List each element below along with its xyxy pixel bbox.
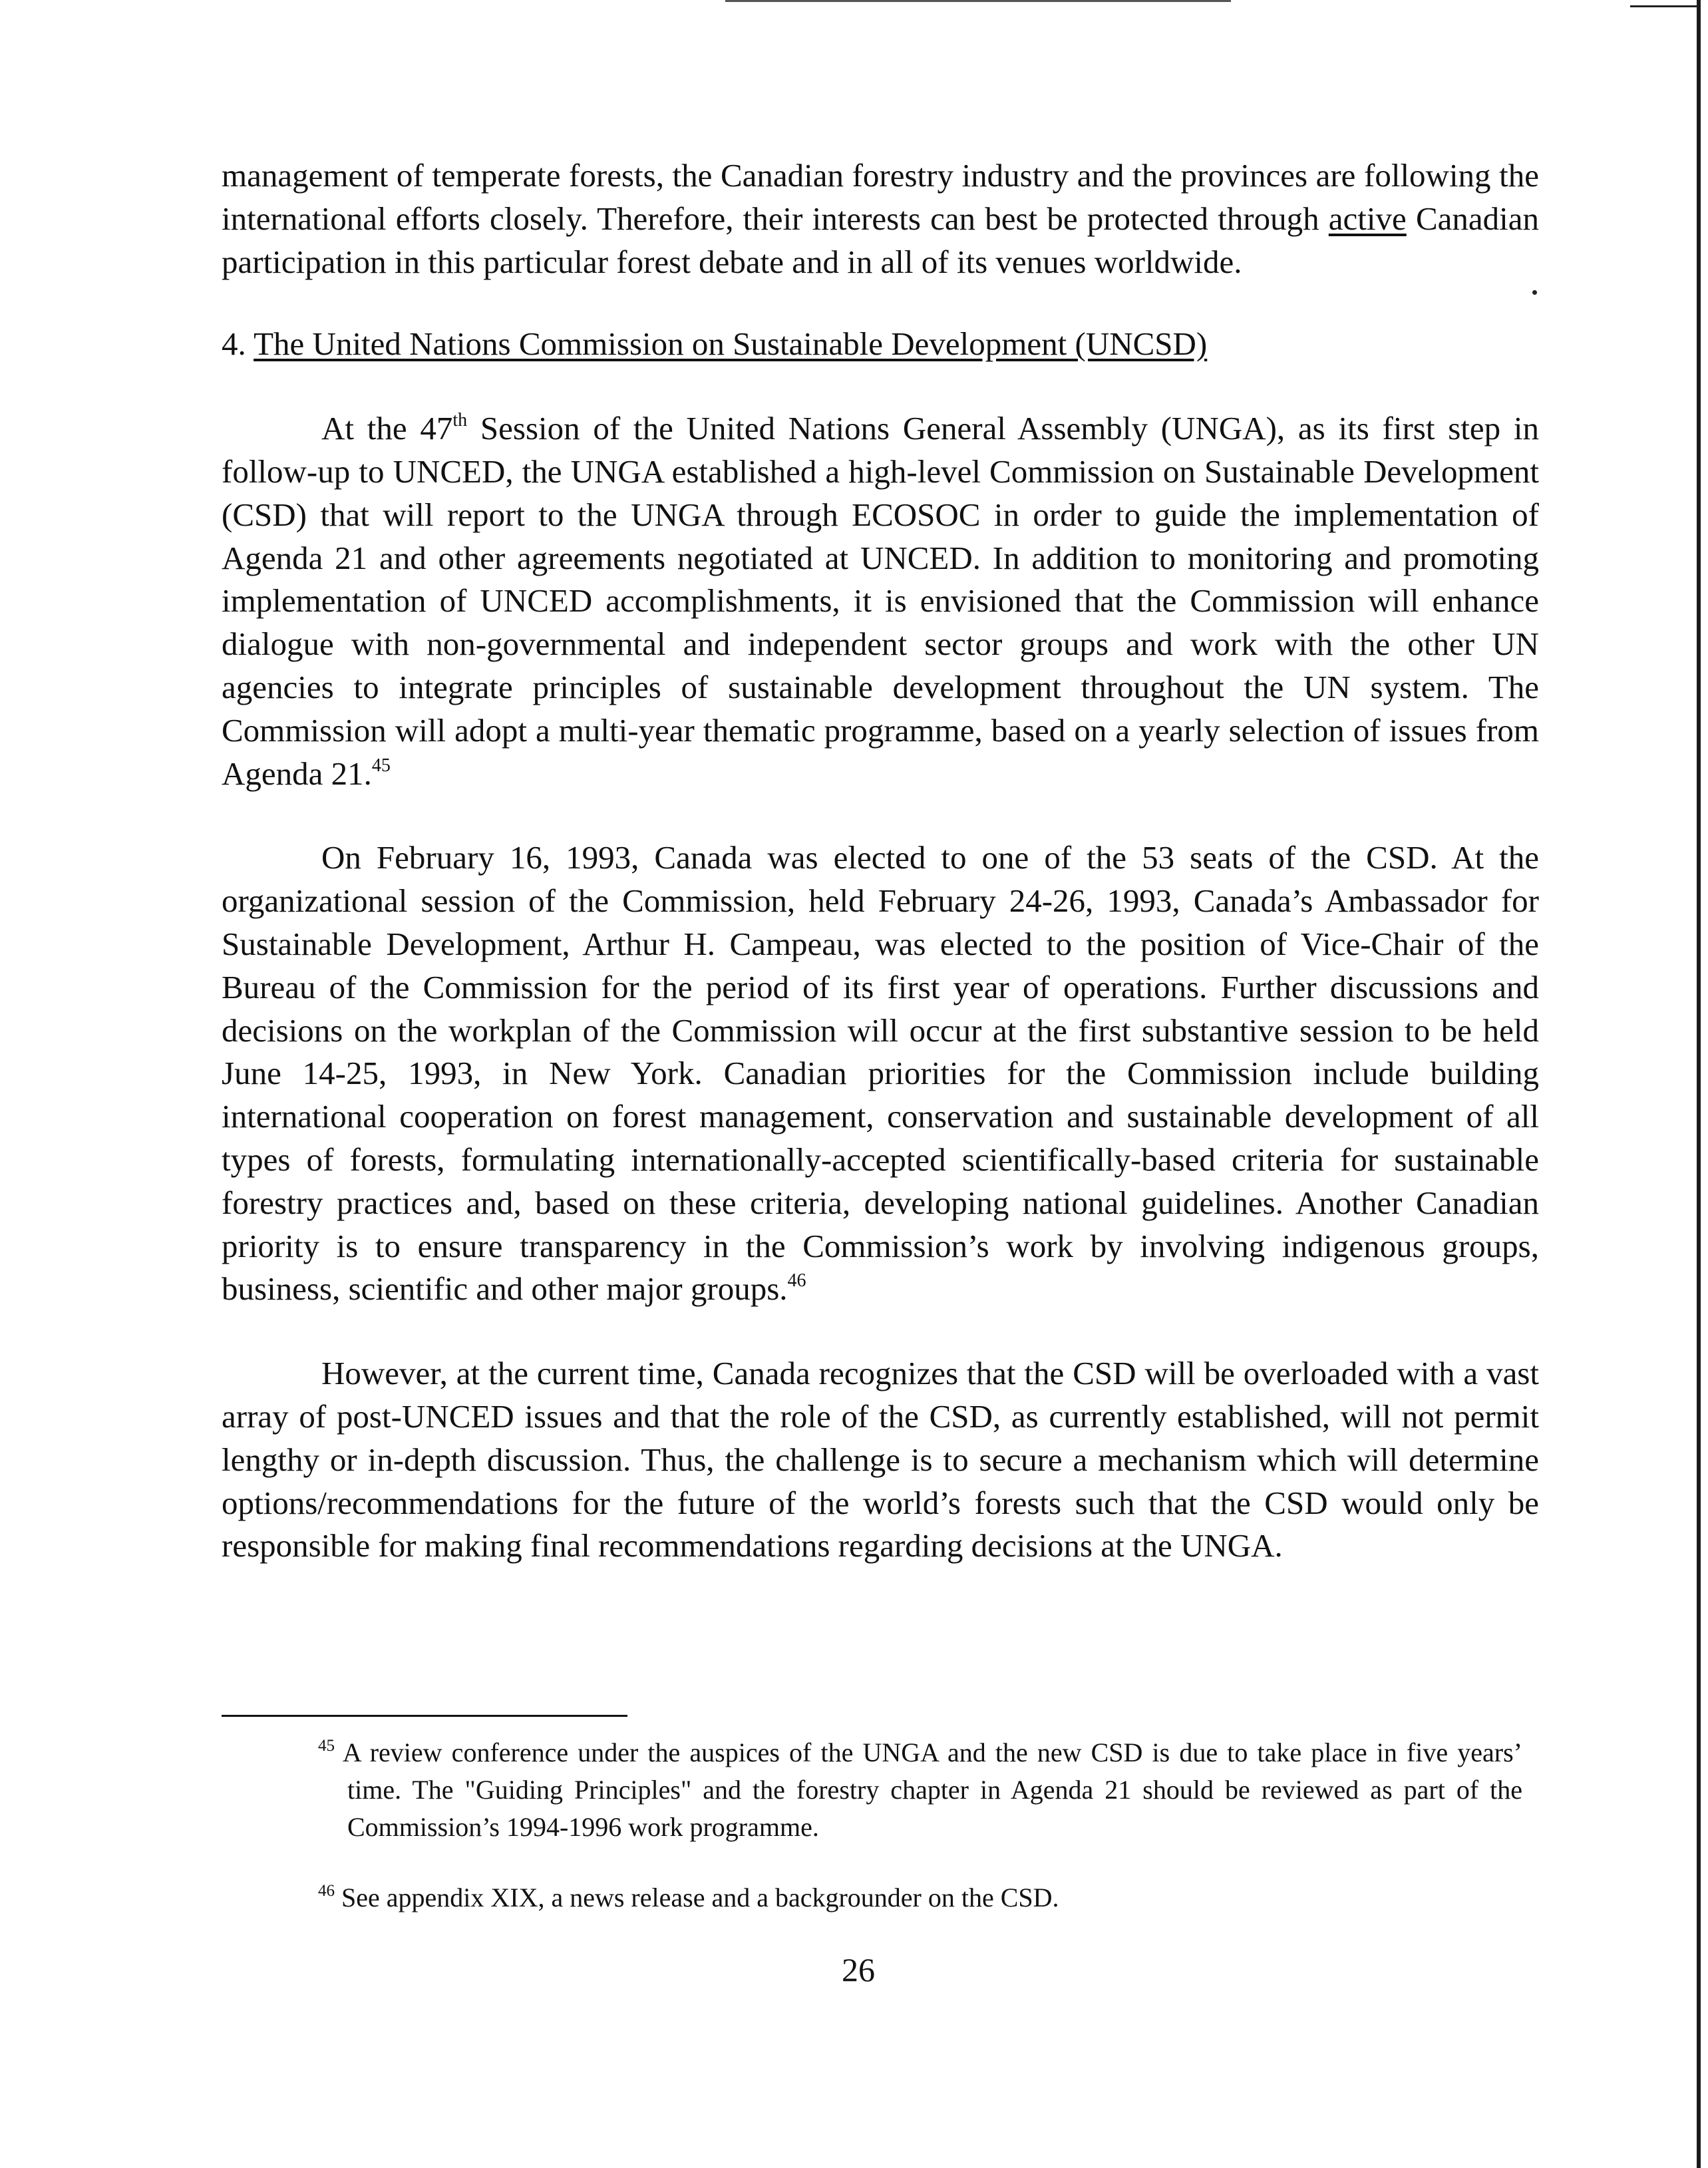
p3-body: However, at the current time, Canada recognizes that the CSD will be overloaded with a vast array of post-UNCED issues and that the role of the CSD, as currently established, will not permit lengthy or in-depth discussion. Thus, the challenge is to secure a mechanism which will determine options/recommendations for the future of the world’s forests such that the CSD would only be responsible for making final recommendations regarding decisions at the UNGA. [222,1355,1539,1564]
document-body [222,154,1539,1568]
p1-start: At the 47 [321,410,453,447]
page-number: 26 [842,1951,875,1988]
scan-speck [1532,290,1537,295]
top-edge-rule [725,0,1231,2]
footnotes [318,1734,1522,1916]
p1-body: Session of the United Nations General Assembly (UNGA), as its first step in follow-up to UNCED, the UNGA established a high-level Commission on Sustainable Development (CSD) that will report to the UNGA through ECOSOC in order to guide the implementation of Agenda 21 and other agreements negotiated at UNCED. In addition to monitoring and promoting implementation of UNCED accomplishments, it is envisioned that the Commission will enhance dialogue with non-governmental and independent sector groups and work with the other UN agencies to integrate principles of sustainable development throughout the UN system. The Commission will adopt a multi-year thematic programme, based on a yearly selection of issues from Agenda 21. [222,410,1539,792]
right-edge-cap [1630,5,1697,7]
footnote-divider [222,1715,627,1717]
p2-body: On February 16, 1993, Canada was elected to one of the 53 seats of the CSD. At the organizational session of the Commission, held February 24-26, 1993, Canada’s Ambassador for Sustainable Development, Arthur H. Campeau, was elected to the position of Vice-Chair of the Bureau of the Commission for the period of its first year of operations. Further discussions and decisions on the workplan of the Commission will occur at the first substantive session to be held June 14-25, 1993, in New York. Canadian priorities for the Commission include building international cooperation on forest management, conservation and sustainable development of all types of forests, formulating internationally-accepted scientifically-based criteria for sustainable forestry practices and, based on these criteria, developing national guidelines. Another Canadian priority is to ensure transparency in the Commission’s work by involving indigenous groups, business, scientific and other major groups. [222,839,1539,1308]
right-page-edge [1697,0,1701,2168]
footnote-ref-45: 45 [371,755,391,776]
intro-paragraph [222,154,1539,283]
footnote-number: 45 [318,1737,335,1755]
footnote-45 [318,1734,1522,1846]
section-number: 4. [222,325,246,363]
paragraph-2 [222,836,1539,1311]
section-heading [222,323,1539,366]
p1-ordinal: th [452,410,468,431]
footnote-text: A review conference under the auspices of the UNGA and the new CSD is due to take place in five years’ time. The "Guiding Principles" and the forestry chapter in Agenda 21 should be reviewed as part of the Commission’s 1994-1996 work programme. [342,1737,1522,1842]
intro-underlined-word: active [1328,200,1407,237]
footnote-ref-46: 46 [787,1270,806,1292]
footnote-number: 46 [318,1882,335,1900]
footnote-46 [318,1879,1522,1916]
paragraph-1 [222,407,1539,795]
section-title: The United Nations Commission on Sustainable Development (UNCSD) [254,325,1208,363]
intro-text: management of temperate forests, the Canadian forestry industry and the provinces are following the international efforts closely. Therefore, their interests can best be protected through [222,157,1539,237]
footnote-text: See appendix XIX, a news release and a backgrounder on the CSD. [341,1883,1059,1912]
paragraph-3 [222,1352,1539,1568]
intro-tail: Canadian participation in this particular forest debate and in all of its venues worldwide. [222,200,1539,280]
